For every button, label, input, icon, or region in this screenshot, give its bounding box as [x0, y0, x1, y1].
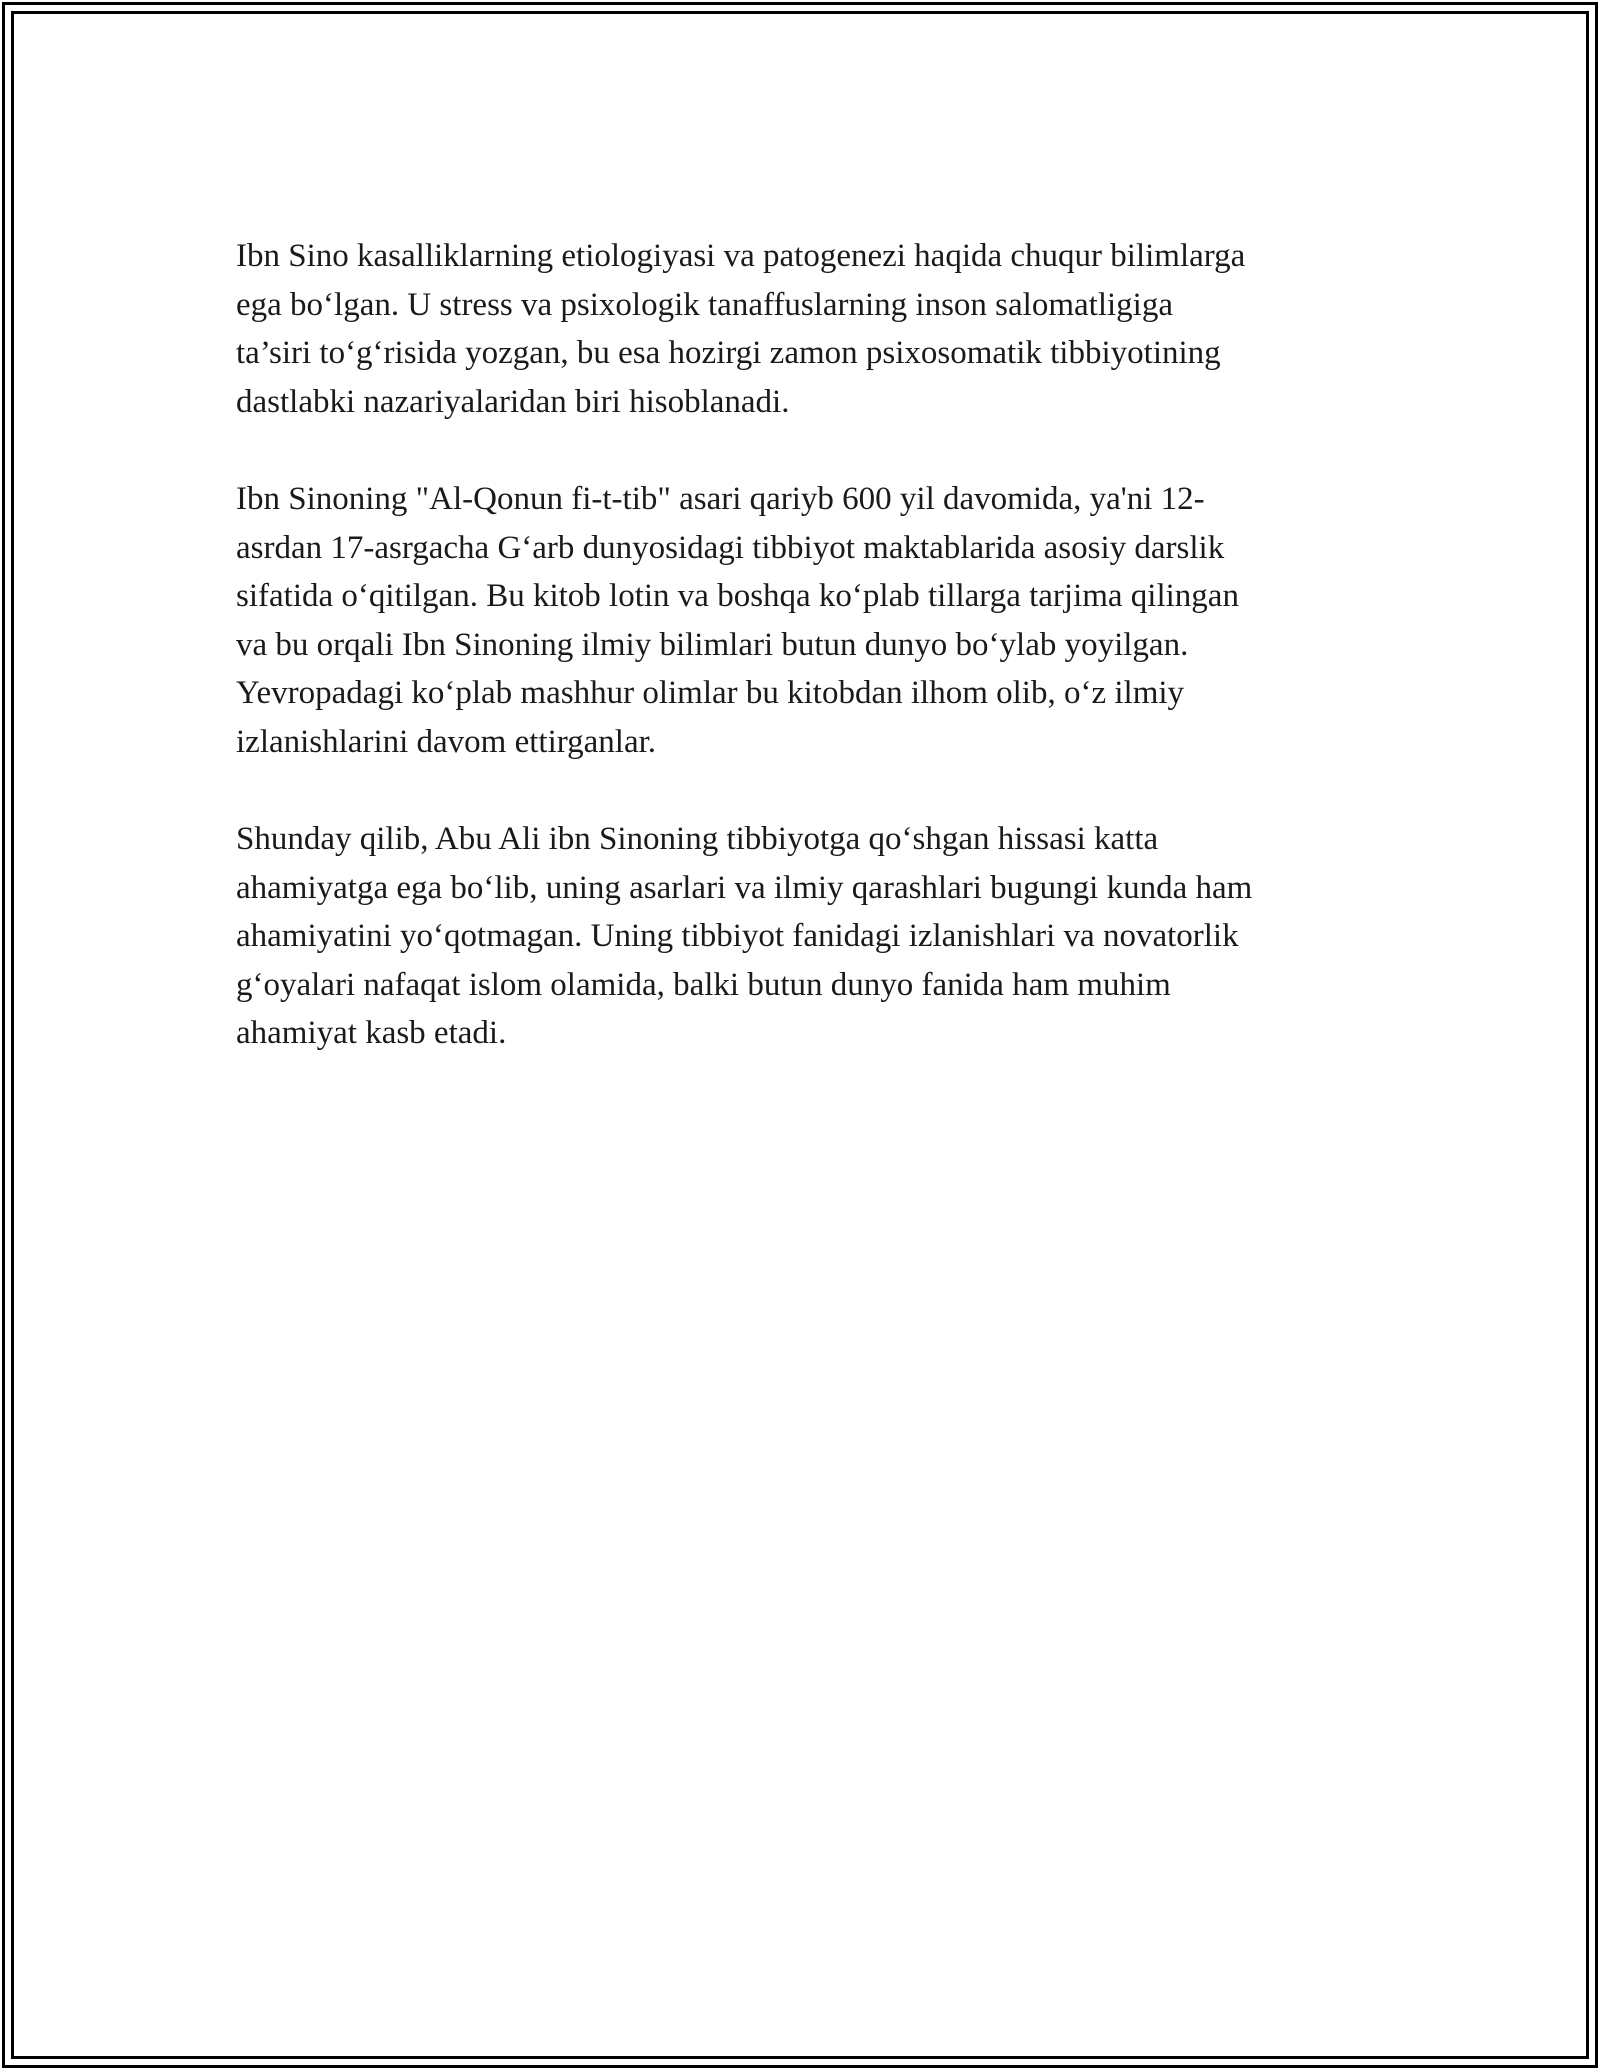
paragraph-al-qonun: Ibn Sinoning "Al-Qonun fi-t-tib" asari qariyb 600 yil davomida, ya'ni 12- asrdan 17-asrgacha G‘arb dunyosidagi tibbiyot maktablarida asosiy darslik sifatida o‘qitilgan. Bu kitob lotin va boshqa ko‘plab tillarga tarjima qilingan va bu orqali Ibn Sinoning ilmiy bilimlari butun dunyo bo‘ylab yoyilgan. Yevropadagi ko‘plab mashhur olimlar bu kitobdan ilhom olib, o‘z ilmiy izlanishlarini davom ettirganlar. [236, 481, 1239, 760]
paragraph-etiology: Ibn Sino kasalliklarning etiologiyasi va patogenezi haqida chuqur bilimlarga ega bo‘lgan. U stress va psixologik tanaffuslarning inson salomatligiga ta’siri to‘g‘risida yozgan, bu esa hozirgi zamon psixosomatik tibbiyotining dastlabki nazariyalaridan biri hisoblanadi. [236, 238, 1246, 420]
document-body [236, 232, 1396, 1107]
paragraph-conclusion: Shunday qilib, Abu Ali ibn Sinoning tibbiyotga qo‘shgan hissasi katta ahamiyatga ega bo‘lib, uning asarlari va ilmiy qarashlari bugungi kunda ham ahamiyatini yo‘qotmagan. Uning tibbiyot fanidagi izlanishlari va novatorlik g‘oyalari nafaqat islom olamida, balki butun dunyo fanida ham muhim ahamiyat kasb etadi. [236, 821, 1253, 1051]
